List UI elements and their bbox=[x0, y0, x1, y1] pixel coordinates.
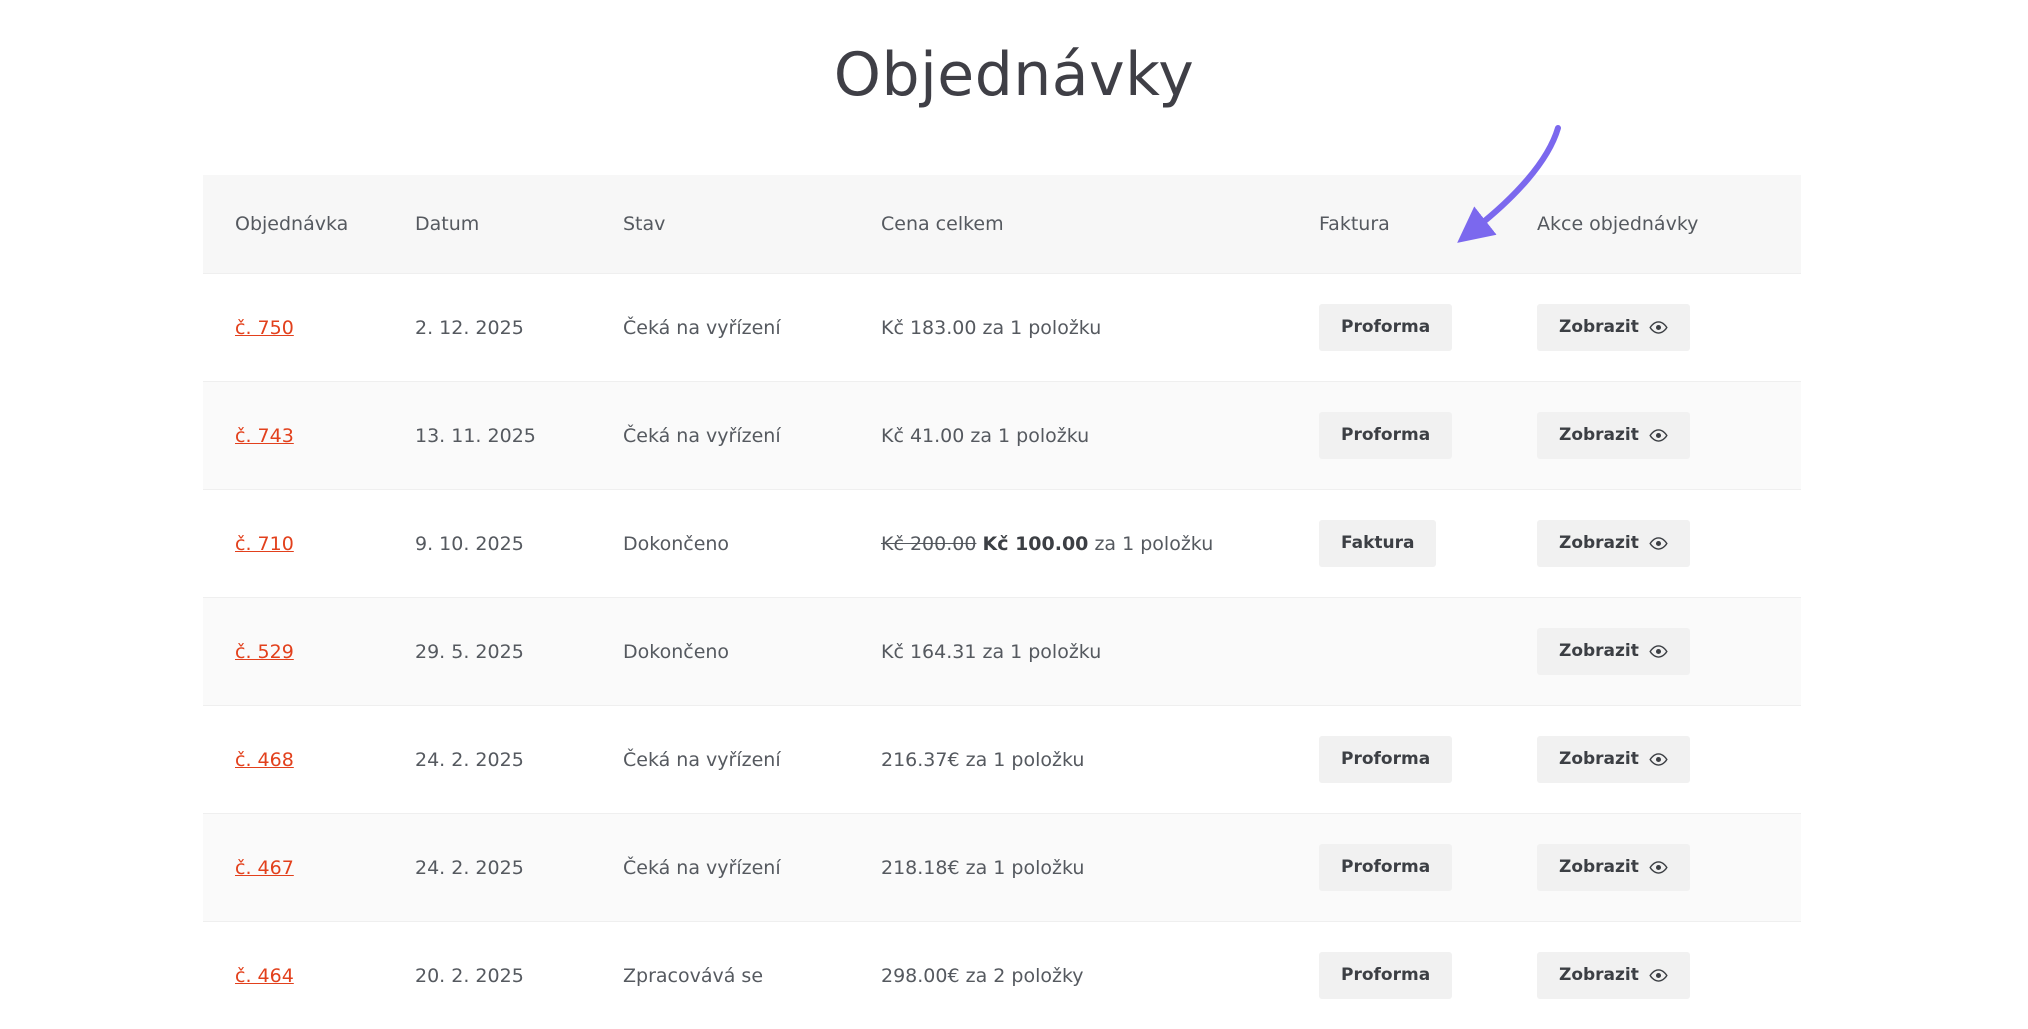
cell-total bbox=[881, 814, 1319, 922]
view-order-button[interactable] bbox=[1537, 412, 1690, 459]
view-order-label: Zobrazit bbox=[1559, 427, 1639, 444]
table-row bbox=[203, 274, 1801, 382]
cell-order bbox=[203, 382, 415, 490]
cell-total bbox=[881, 706, 1319, 814]
order-number-link[interactable]: č. 468 bbox=[235, 749, 294, 771]
cell-total bbox=[881, 598, 1319, 706]
table-header-row bbox=[203, 175, 1801, 274]
orders-table-body bbox=[203, 274, 1801, 1029]
cell-order bbox=[203, 922, 415, 1029]
view-order-label: Zobrazit bbox=[1559, 859, 1639, 876]
order-number-link[interactable]: č. 529 bbox=[235, 641, 294, 663]
cell-order bbox=[203, 274, 415, 382]
table-row bbox=[203, 922, 1801, 1029]
eye-icon bbox=[1649, 645, 1668, 658]
cell-actions bbox=[1537, 706, 1801, 814]
cell-date: 9. 10. 2025 bbox=[415, 490, 623, 598]
orders-table-container bbox=[203, 175, 1801, 1029]
view-order-button[interactable] bbox=[1537, 520, 1690, 567]
cell-order bbox=[203, 814, 415, 922]
view-order-label: Zobrazit bbox=[1559, 319, 1639, 336]
price-discounted: Kč 100.00 bbox=[982, 533, 1088, 555]
cell-invoice bbox=[1319, 814, 1537, 922]
price-total: Kč 183.00 za 1 položku bbox=[881, 317, 1101, 339]
column-header-total: Cena celkem bbox=[881, 175, 1319, 274]
cell-date: 13. 11. 2025 bbox=[415, 382, 623, 490]
order-number-link[interactable]: č. 464 bbox=[235, 965, 294, 987]
cell-actions bbox=[1537, 814, 1801, 922]
cell-status: Dokončeno bbox=[623, 490, 881, 598]
eye-icon bbox=[1649, 429, 1668, 442]
cell-status: Dokončeno bbox=[623, 598, 881, 706]
cell-total bbox=[881, 382, 1319, 490]
table-row bbox=[203, 382, 1801, 490]
view-order-label: Zobrazit bbox=[1559, 643, 1639, 660]
cell-status: Čeká na vyřízení bbox=[623, 382, 881, 490]
table-row bbox=[203, 490, 1801, 598]
cell-date: 20. 2. 2025 bbox=[415, 922, 623, 1029]
invoice-button[interactable]: Proforma bbox=[1319, 844, 1452, 891]
orders-table bbox=[203, 175, 1801, 1029]
cell-invoice bbox=[1319, 706, 1537, 814]
cell-status: Čeká na vyřízení bbox=[623, 706, 881, 814]
cell-status: Čeká na vyřízení bbox=[623, 814, 881, 922]
view-order-button[interactable] bbox=[1537, 736, 1690, 783]
invoice-button[interactable]: Faktura bbox=[1319, 520, 1436, 567]
eye-icon bbox=[1649, 321, 1668, 334]
view-order-label: Zobrazit bbox=[1559, 535, 1639, 552]
cell-invoice bbox=[1319, 922, 1537, 1029]
table-row bbox=[203, 814, 1801, 922]
cell-actions bbox=[1537, 382, 1801, 490]
price-total: Kč 164.31 za 1 položku bbox=[881, 641, 1101, 663]
cell-actions bbox=[1537, 922, 1801, 1029]
view-order-label: Zobrazit bbox=[1559, 751, 1639, 768]
column-header-order: Objednávka bbox=[203, 175, 415, 274]
column-header-date: Datum bbox=[415, 175, 623, 274]
price-total: 298.00€ za 2 položky bbox=[881, 965, 1084, 987]
orders-table-head bbox=[203, 175, 1801, 274]
eye-icon bbox=[1649, 861, 1668, 874]
invoice-button[interactable]: Proforma bbox=[1319, 952, 1452, 999]
price-total: 216.37€ za 1 položku bbox=[881, 749, 1084, 771]
eye-icon bbox=[1649, 753, 1668, 766]
page-title: Objednávky bbox=[0, 0, 2028, 110]
table-row bbox=[203, 598, 1801, 706]
cell-order bbox=[203, 490, 415, 598]
cell-invoice bbox=[1319, 598, 1537, 706]
order-number-link[interactable]: č. 467 bbox=[235, 857, 294, 879]
invoice-button[interactable]: Proforma bbox=[1319, 304, 1452, 351]
view-order-button[interactable] bbox=[1537, 628, 1690, 675]
cell-invoice bbox=[1319, 382, 1537, 490]
cell-status: Čeká na vyřízení bbox=[623, 274, 881, 382]
cell-total bbox=[881, 274, 1319, 382]
cell-actions bbox=[1537, 490, 1801, 598]
order-number-link[interactable]: č. 750 bbox=[235, 317, 294, 339]
eye-icon bbox=[1649, 537, 1668, 550]
column-header-actions: Akce objednávky bbox=[1537, 175, 1801, 274]
cell-status: Zpracovává se bbox=[623, 922, 881, 1029]
price-original: Kč 200.00 bbox=[881, 533, 976, 555]
cell-total bbox=[881, 490, 1319, 598]
price-total: Kč 41.00 za 1 položku bbox=[881, 425, 1089, 447]
price-total: 218.18€ za 1 položku bbox=[881, 857, 1084, 879]
table-row bbox=[203, 706, 1801, 814]
cell-date: 2. 12. 2025 bbox=[415, 274, 623, 382]
column-header-status: Stav bbox=[623, 175, 881, 274]
cell-date: 24. 2. 2025 bbox=[415, 814, 623, 922]
view-order-button[interactable] bbox=[1537, 844, 1690, 891]
view-order-button[interactable] bbox=[1537, 952, 1690, 999]
order-number-link[interactable]: č. 710 bbox=[235, 533, 294, 555]
cell-invoice bbox=[1319, 490, 1537, 598]
cell-actions bbox=[1537, 274, 1801, 382]
order-number-link[interactable]: č. 743 bbox=[235, 425, 294, 447]
invoice-button[interactable]: Proforma bbox=[1319, 736, 1452, 783]
cell-order bbox=[203, 598, 415, 706]
view-order-label: Zobrazit bbox=[1559, 967, 1639, 984]
cell-date: 29. 5. 2025 bbox=[415, 598, 623, 706]
cell-total bbox=[881, 922, 1319, 1029]
cell-date: 24. 2. 2025 bbox=[415, 706, 623, 814]
cell-invoice bbox=[1319, 274, 1537, 382]
invoice-button[interactable]: Proforma bbox=[1319, 412, 1452, 459]
cell-actions bbox=[1537, 598, 1801, 706]
view-order-button[interactable] bbox=[1537, 304, 1690, 351]
column-header-invoice: Faktura bbox=[1319, 175, 1537, 274]
price-item-count: za 1 položku bbox=[1088, 533, 1213, 555]
eye-icon bbox=[1649, 969, 1668, 982]
cell-order bbox=[203, 706, 415, 814]
